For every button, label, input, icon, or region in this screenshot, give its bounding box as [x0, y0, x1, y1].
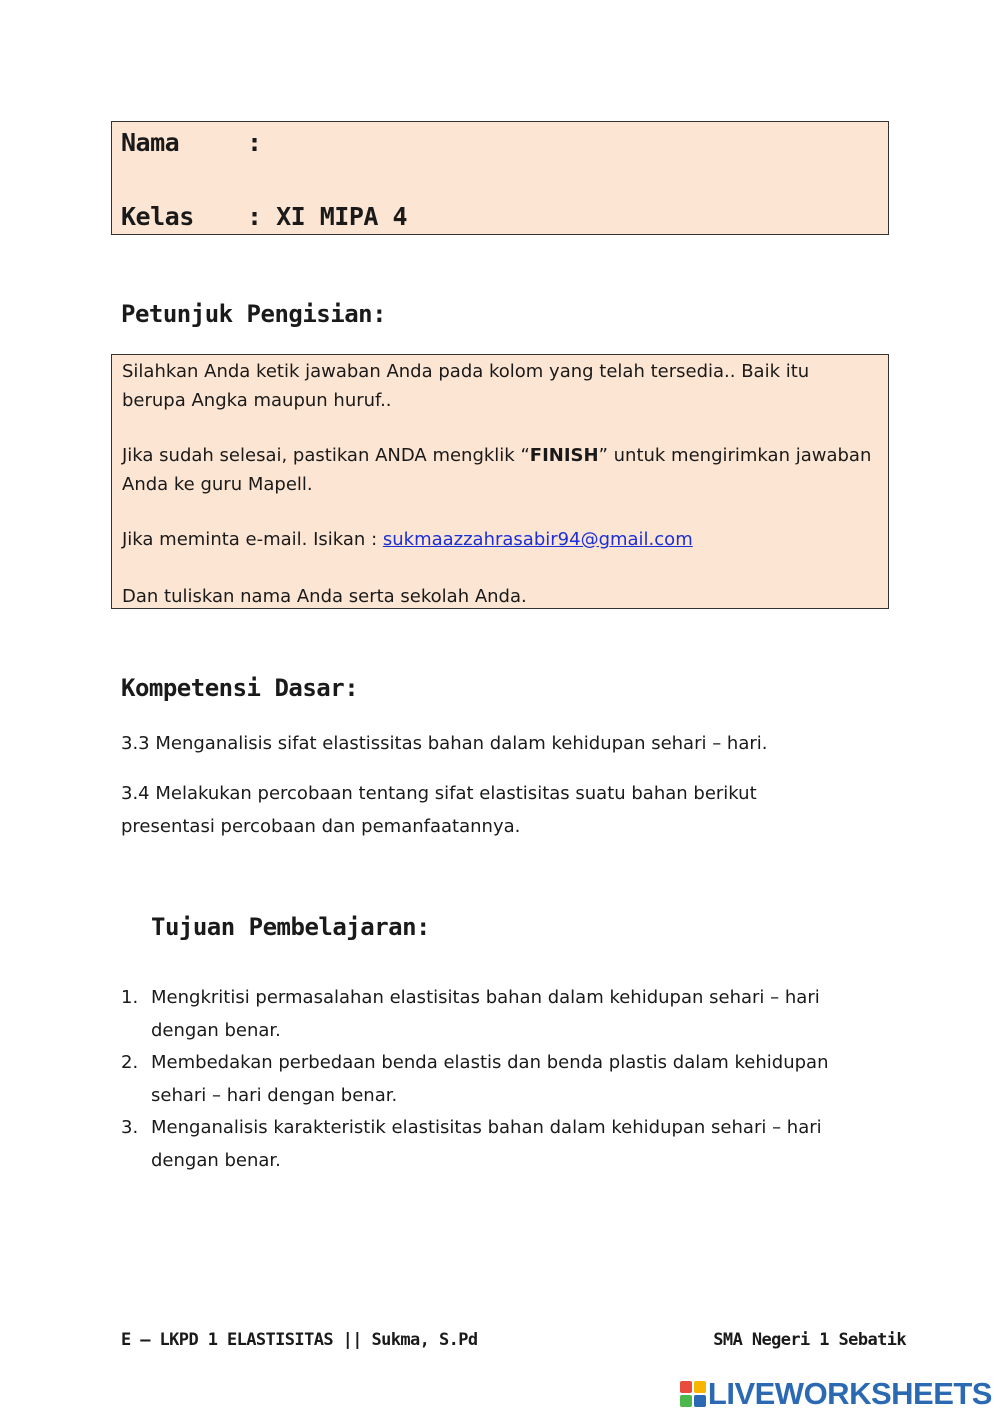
goals-list: [121, 982, 861, 1177]
goals-heading: Tujuan Pembelajaran:: [151, 913, 430, 941]
instruction-3-before: Jika meminta e-mail. Isikan :: [122, 529, 383, 550]
finish-keyword: FINISH: [529, 445, 599, 466]
name-separator: :: [247, 128, 262, 157]
list-item: 2. Membedakan perbedaan benda elastis dan benda plastis dalam kehidupan sehari – hari dengan benar.: [121, 1052, 829, 1106]
identity-box: [111, 121, 889, 235]
list-item: 1. Mengkritisi permasalahan elastisitas bahan dalam kehidupan sehari – hari dengan benar.: [121, 987, 820, 1041]
logo-text: LIVEWORKSHEETS: [707, 1376, 992, 1411]
competence-item: 3.3 Menganalisis sifat elastissitas bahan dalam kehidupan sehari – hari.: [121, 733, 768, 754]
footer-right: SMA Negeri 1 Sebatik: [713, 1330, 906, 1350]
instruction-paragraph-4: Dan tuliskan nama Anda serta sekolah Anda.: [122, 586, 527, 607]
instructions-heading: Petunjuk Pengisian:: [121, 300, 387, 328]
liveworksheets-logo[interactable]: [680, 1376, 992, 1412]
class-row: [121, 202, 407, 231]
instructions-box: [111, 354, 889, 609]
footer-left: E – LKPD 1 ELASTISITAS || Sukma, S.Pd: [121, 1330, 478, 1350]
class-value: : XI MIPA 4: [247, 202, 408, 231]
name-label: Nama: [121, 128, 180, 157]
competence-heading: Kompetensi Dasar:: [121, 674, 359, 702]
instruction-2-after: ” untuk mengirimkan jawaban Anda ke guru Mapell.: [122, 445, 872, 495]
instruction-2-before: Jika sudah selesai, pastikan ANDA mengklik “: [122, 445, 530, 466]
class-label: Kelas: [121, 202, 194, 231]
instruction-paragraph-2: [122, 441, 877, 499]
email-link[interactable]: sukmaazzahrasabir94@gmail.com: [382, 529, 693, 550]
competence-item: 3.4 Melakukan percobaan tentang sifat elastisitas suatu bahan berikut presentasi percobaan dan pemanfaatannya.: [121, 783, 757, 837]
list-item: 3. Menganalisis karakteristik elastisitas bahan dalam kehidupan sehari – hari dengan benar.: [121, 1117, 822, 1171]
instruction-paragraph-1: Silahkan Anda ketik jawaban Anda pada kolom yang telah tersedia.. Baik itu berupa Angka maupun huruf..: [122, 361, 810, 411]
name-row: [121, 128, 262, 157]
logo-mark-icon: [680, 1381, 706, 1407]
instruction-paragraph-3: [122, 525, 877, 554]
